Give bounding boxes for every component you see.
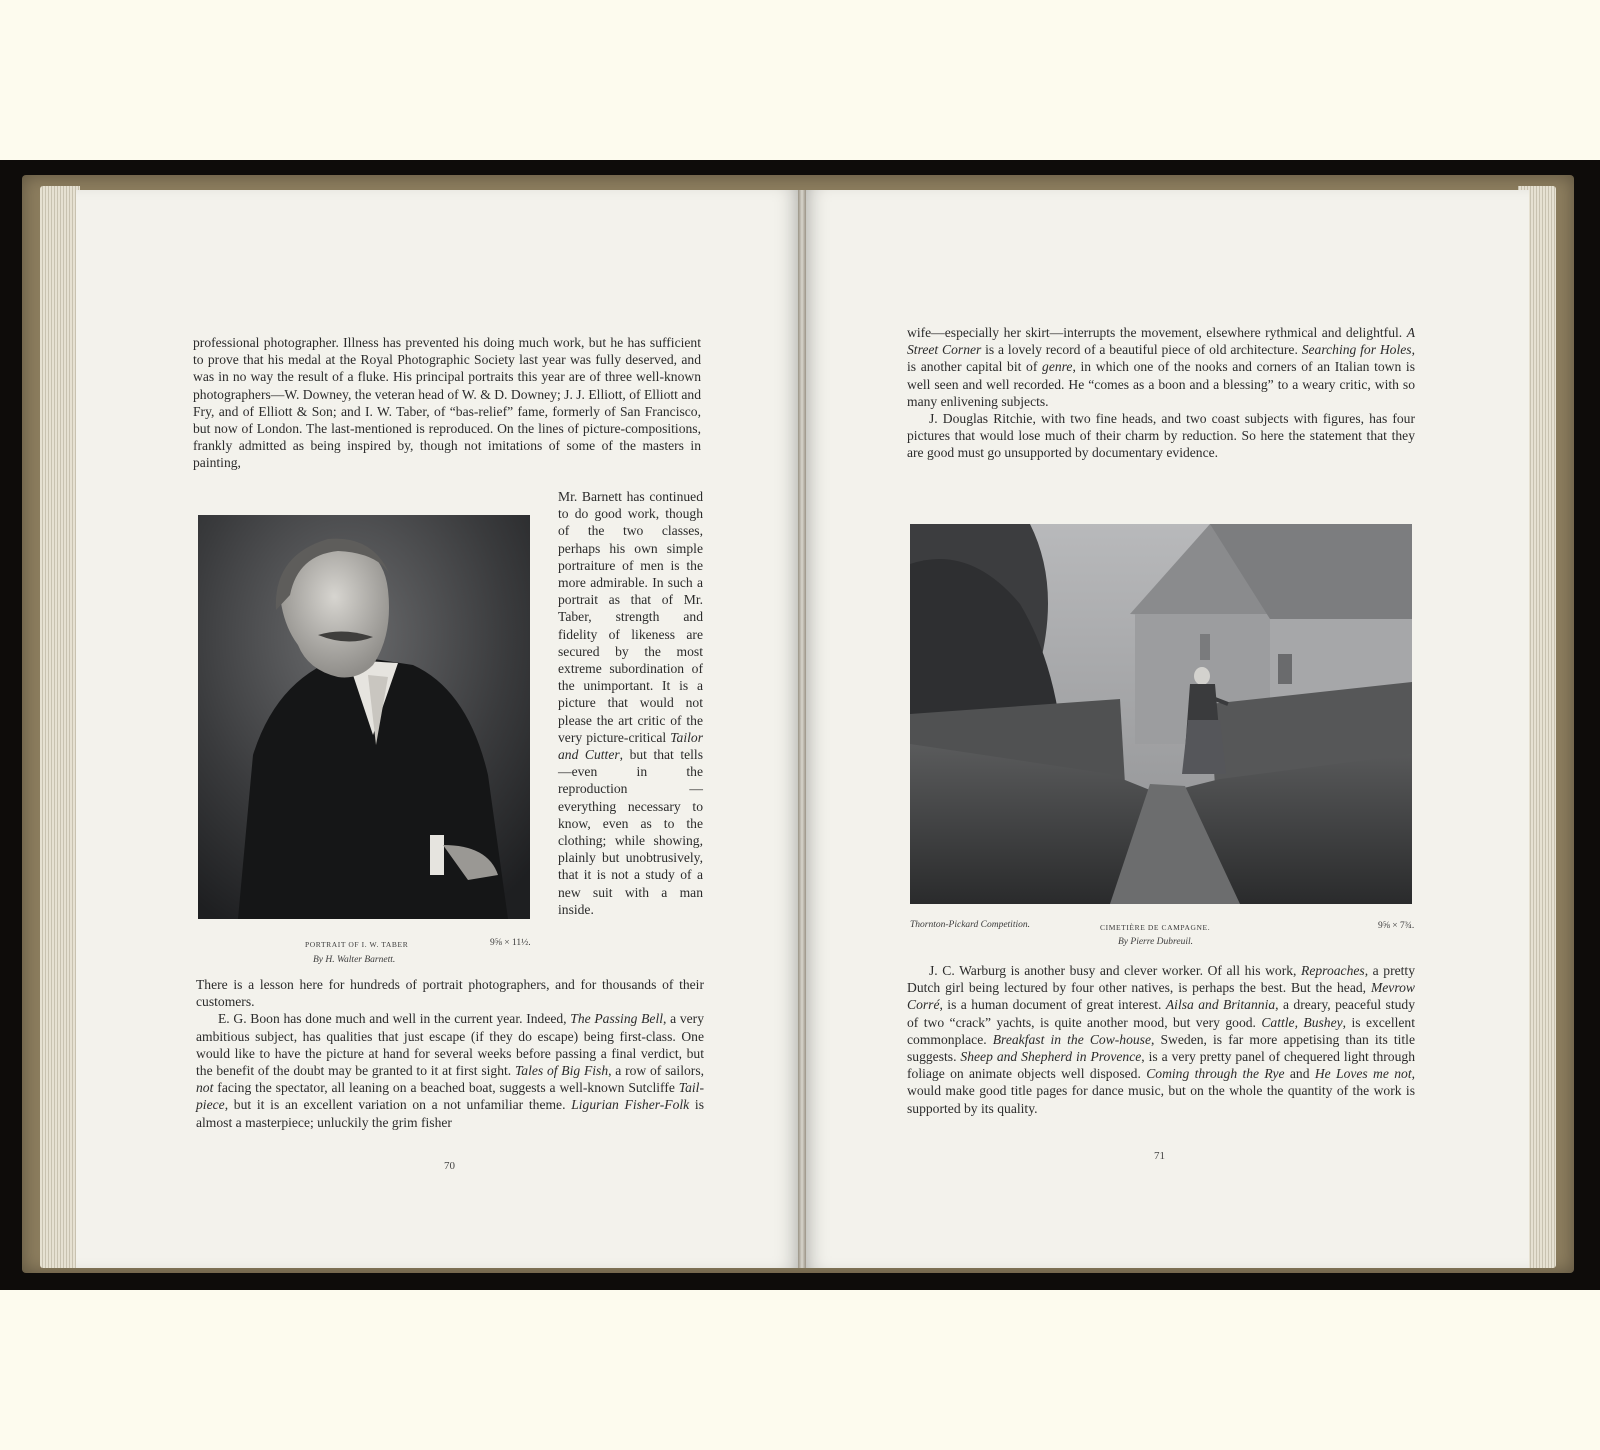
left-intro-paragraph [193,334,701,472]
warburg-text-a: J. C. Warburg is another busy and clever worker. Of all his work, [929,963,1302,978]
churchyard-plate [910,524,1412,904]
warburg-text-f: , Sweden, is far more appetising than its title suggests. [907,1031,1415,1065]
plate-competition-note: Thornton-Pickard Competition. [910,920,1030,930]
title-breakfast-cow-house: Breakfast in the Cow-house [992,1031,1151,1047]
column-title-tailor: Tailor and Cutter [558,729,703,763]
title-ligurian-fisher-folk: Ligurian Fisher-Folk [571,1097,690,1113]
warburg-text-d: , a dreary, peaceful study of two “crack” yachts, is quite another mood, but very good. [907,997,1415,1030]
warburg-paragraph [907,962,1415,1117]
churchyard-caption-credit: By Pierre Dubreuil. [1118,937,1194,947]
title-mevrow-corre: Mevrow Corré [907,980,1415,1013]
boon-paragraph [196,1010,704,1130]
title-street-corner: A Street Corner [907,325,1415,358]
cont-text-d: , in which one of the nooks and corners of an Italian town is well seen and well recorded. He “comes as a boon and a blessing” to a weary critic, with so many enlivening subjects. [907,359,1415,409]
lesson-paragraph: There is a lesson here for hundreds of portrait photographers, and for thousands of their customers. [196,977,704,1010]
warburg-text-b: , a pretty Dutch girl being lectured by four other natives, is perhaps the best. But the head, [907,963,1416,996]
portrait-caption-size: 9⅝ × 11½. [490,938,531,948]
cont-text-c: , is another capital bit of [907,342,1415,375]
warburg-text-g: , is a very pretty panel of chequered light through foliage on animate objects well disposed. [907,1049,1415,1082]
portrait-caption-credit: By H. Walter Barnett. [313,955,396,965]
warburg-text-c: , is a human document of great interest. [939,997,1166,1013]
title-ailsa-britannia: Ailsa and Britannia [1165,997,1276,1013]
title-coming-through-rye: Coming through the Rye [1146,1066,1285,1082]
page-edges-left [40,186,80,1268]
word-genre: genre [1042,359,1073,375]
boon-text-d: facing the spectator, all leaning on a beached boat, suggests a well-known Sutcliffe [213,1080,679,1096]
boon-text-a: E. G. Boon has done much and well in the current year. Indeed, [218,1011,571,1027]
churchyard-caption-size: 9⅝ × 7¾. [1378,921,1415,931]
warburg-text-h: and [1284,1066,1315,1082]
intro-text: professional photographer. Illness has prevented his doing much work, but he has sufficient to prove that his medal at the Royal Photographic Society last year was fully deserved, and was in no way the result of a fluke. His principal portraits this year are of three well-known photographers—W. Downey, the veteran head of W. & D. Downey; J. J. Elliott, of Elliott and Fry, and of Elliott & Son; and I. W. Taber, of “bas-relief” fame, formerly of San Francisco, but now of London. The last-mentioned is reproduced. On the lines of picture-compositions, frankly admitted as being inspired by, though not imitations of some of the masters in painting, [193,335,701,471]
boon-text-e: , but it is an excellent variation on a not unfamiliar theme. [224,1097,572,1113]
title-reproaches: Reproaches [1301,963,1365,978]
warburg-text-e: , is excellent commonplace. [907,1014,1416,1047]
title-sheep-shepherd: Sheep and Shepherd in Provence [960,1049,1142,1065]
title-tales-big-fish: Tales of Big Fish [514,1063,609,1079]
cont-text-a: wife—especially her skirt—interrupts the movement, elsewhere rythmical and delightful. [907,325,1407,340]
title-searching-for-holes: Searching for Holes [1301,342,1412,358]
title-passing-bell: The Passing Bell [570,1011,664,1027]
left-lower-text [196,976,704,1131]
left-narrow-column [558,488,703,918]
right-lower-text [907,962,1415,1117]
title-cattle-bushey: Cattle, Bushey [1261,1014,1343,1030]
ritchie-paragraph: J. Douglas Ritchie, with two fine heads, and two coast subjects with figures, has four pictures that would lose much of their charm by reduction. So here the statement that they are good must go unsupported by documentary evidence. [907,411,1415,461]
column-text-b: , but that tells —even in the reproduction — everything necessary to know, even as to the clothing; while showing, plainly but unobtrusively, that it is not a study of a new suit with a man inside. [558,747,703,917]
boon-text-c: , a row of sailors, [608,1063,705,1079]
continuation-paragraph [907,324,1415,410]
cont-text-b: is a lovely record of a beautiful piece of old architecture. [981,342,1302,358]
right-page-number: 71 [1154,1150,1165,1162]
warburg-text-j: , would make good title pages for dance music, but on the whole the quantity of the work is supported by its quality. [907,1066,1416,1116]
portrait-plate [198,515,530,919]
churchyard-caption-title: CIMETIÈRE DE CAMPAGNE. [1100,923,1211,932]
emphasis-not: not [196,1080,214,1096]
portrait-photograph [198,515,530,919]
title-tail-piece: Tail-piece [196,1080,704,1113]
right-upper-text [907,324,1415,462]
book-gutter [798,190,806,1268]
churchyard-photograph [910,524,1412,904]
left-page-number: 70 [444,1160,455,1172]
column-text-a: Mr. Barnett has continued to do good work, though of the two classes, perhaps his own simple portraiture of men is the more admirable. In such a portrait as that of Mr. Taber, strength and fidelity of likeness are secured by the most extreme subordination of the unimportant. It is a picture that would not please the art critic of the very picture-critical [558,489,703,745]
boon-text-f: is almost a masterpiece; unluckily the grim fisher [196,1097,704,1130]
title-he-loves-me-not: He Loves me not [1314,1066,1412,1082]
portrait-caption-title: PORTRAIT OF I. W. TABER [305,940,409,949]
boon-text-b: , a very ambitious subject, has qualities that just escape (if they do escape) being first-class. One would like to have the picture at hand for several weeks before passing a final verdict, but the benefit of the doubt may be granted to it at first sight. [196,1011,704,1079]
